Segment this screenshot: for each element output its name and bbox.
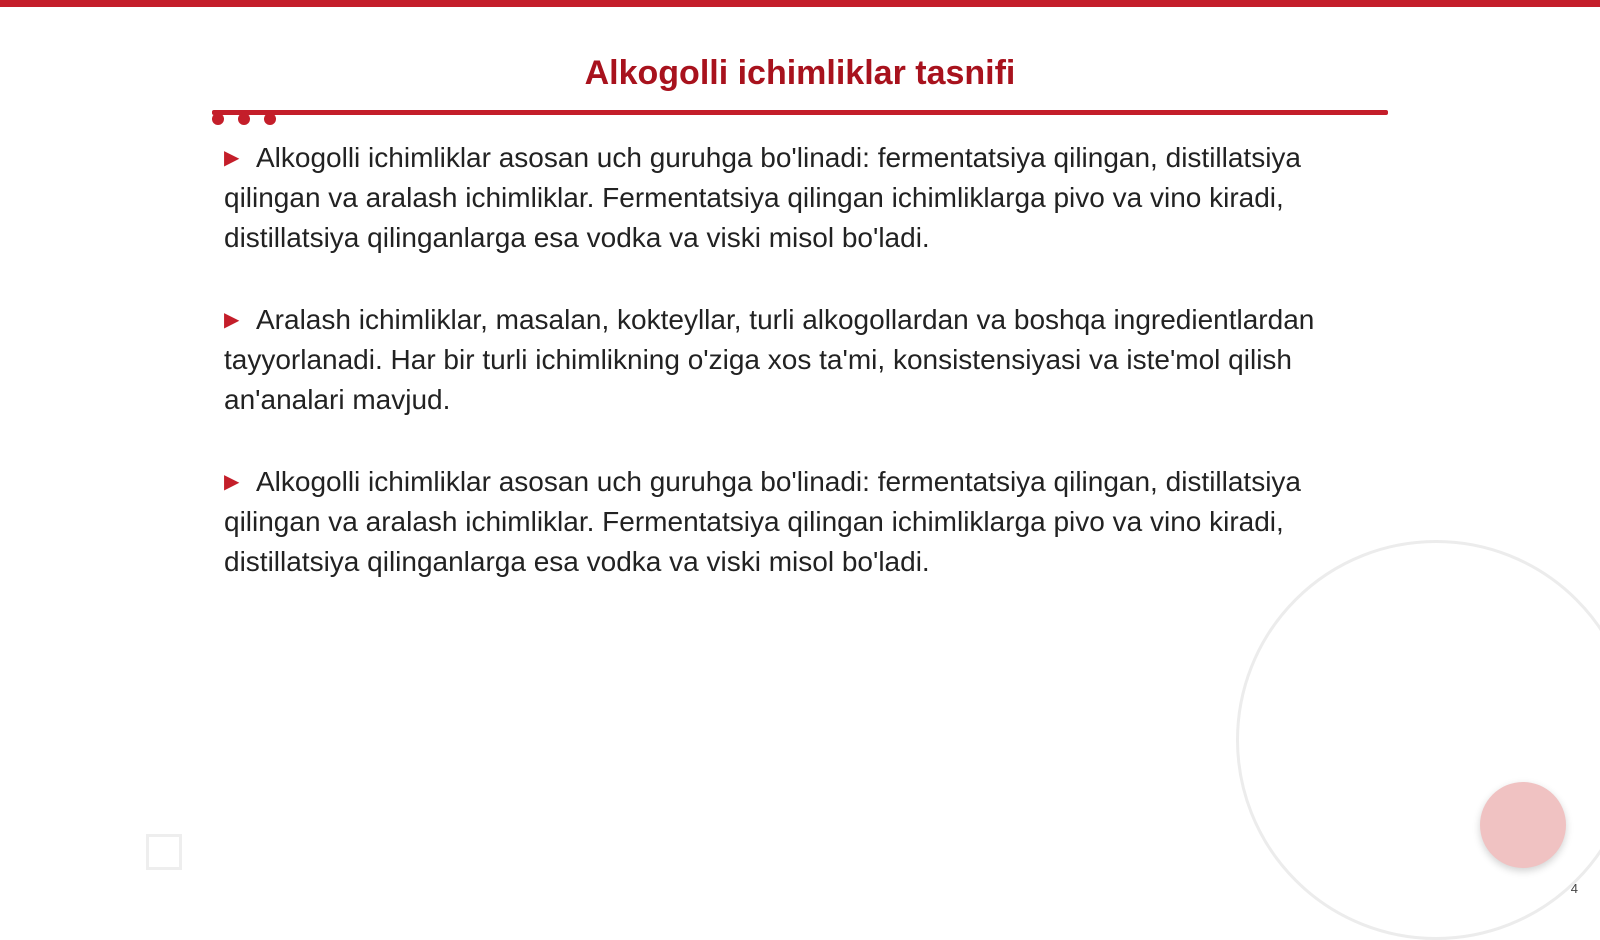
triangle-right-icon: ▶ [224, 147, 240, 169]
bullet-list [224, 138, 1374, 624]
bullet-item [224, 138, 1374, 258]
bullet-text: Aralash ichimliklar, masalan, kokteyllar, turli alkogollardan va boshqa ingredientlardan tayyorlanadi. Har bir turli ichimlikning o'ziga xos ta'mi, konsistensiyasi va iste'mol qilish an'analari mavjud. [224, 304, 1315, 415]
underline-dot [238, 113, 250, 125]
bullet-text: Alkogolli ichimliklar asosan uch guruhga bo'linadi: fermentatsiya qilingan, distillatsiya qilingan va aralash ichimliklar. Fermentatsiya qilingan ichimliklarga pivo va vino kiradi, distillatsiya qilinganlarga esa vodka va viski misol bo'ladi. [224, 142, 1301, 253]
underline-dot [212, 113, 224, 125]
page-number: 4 [1570, 881, 1578, 896]
underline-dot [264, 113, 276, 125]
bullet-item [224, 300, 1374, 420]
decorative-square [146, 834, 182, 870]
top-accent-bar [0, 0, 1600, 7]
title-underline [212, 110, 1388, 115]
bullet-text: Alkogolli ichimliklar asosan uch guruhga bo'linadi: fermentatsiya qilingan, distillatsiya qilingan va aralash ichimliklar. Fermentatsiya qilingan ichimliklarga pivo va vino kiradi, distillatsiya qilinganlarga esa vodka va viski misol bo'ladi. [224, 466, 1301, 577]
triangle-right-icon: ▶ [224, 471, 240, 493]
decorative-pink-circle [1480, 782, 1566, 868]
bullet-item [224, 462, 1374, 582]
triangle-right-icon: ▶ [224, 309, 240, 331]
slide-title: Alkogolli ichimliklar tasnifi [584, 54, 1016, 92]
